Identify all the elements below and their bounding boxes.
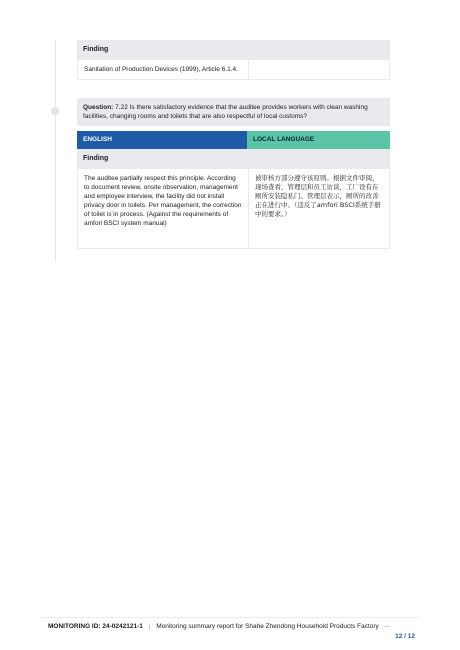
finding-heading: Finding: [77, 149, 390, 169]
question-label: Question:: [83, 104, 114, 111]
finding-heading: Finding: [77, 40, 390, 60]
finding-section-1: [77, 40, 390, 80]
finding-row: [77, 60, 390, 80]
footer-separator: |: [148, 623, 151, 630]
language-header: [77, 131, 390, 149]
english-column-header: ENGLISH: [77, 131, 247, 149]
monitoring-id: MONITORING ID: 24-0242121-1: [48, 623, 143, 630]
question-box: [77, 98, 390, 126]
finding-local-text: 被审核方部分遵守该原则。根据文件审阅，现场查看，管理层和员工访谈，工厂设有在厕所安装隐私门。管理层表示，厕所的改善正在进行中。（违反了amfori BSCI系统手册中的要求。）: [255, 174, 381, 218]
local-language-column-header: LOCAL LANGUAGE: [247, 131, 390, 149]
finding-section-2: [77, 149, 390, 249]
finding-english-text: The auditee partially respect this principle. According to document review, onsite observation, management and employee interview, the facility did not install privacy door in toilets. Per management, the correction of toilet is in process. (Against the requirements of amfori BSCI system manual): [78, 169, 249, 248]
page-number: 12 / 12: [395, 633, 415, 640]
timeline-dot: [51, 107, 59, 115]
report-title: Monitoring summary report for Shahe Zhendong Household Products Factory: [156, 623, 379, 630]
finding-english-text: Sanitation of Production Devices (1999), Article 6.1.4.: [78, 60, 249, 79]
page-footer: [48, 622, 420, 640]
footer-dash: —: [383, 623, 391, 630]
timeline-line: [55, 40, 56, 262]
footer-divider: [40, 617, 420, 618]
question-text: 7.22 Is there satisfactory evidence that the auditee provides workers with clean washing facilities, changing rooms and toilets that are also respectful of local customs?: [83, 104, 368, 120]
finding-row: [77, 169, 390, 249]
finding-local-text: [249, 60, 389, 79]
